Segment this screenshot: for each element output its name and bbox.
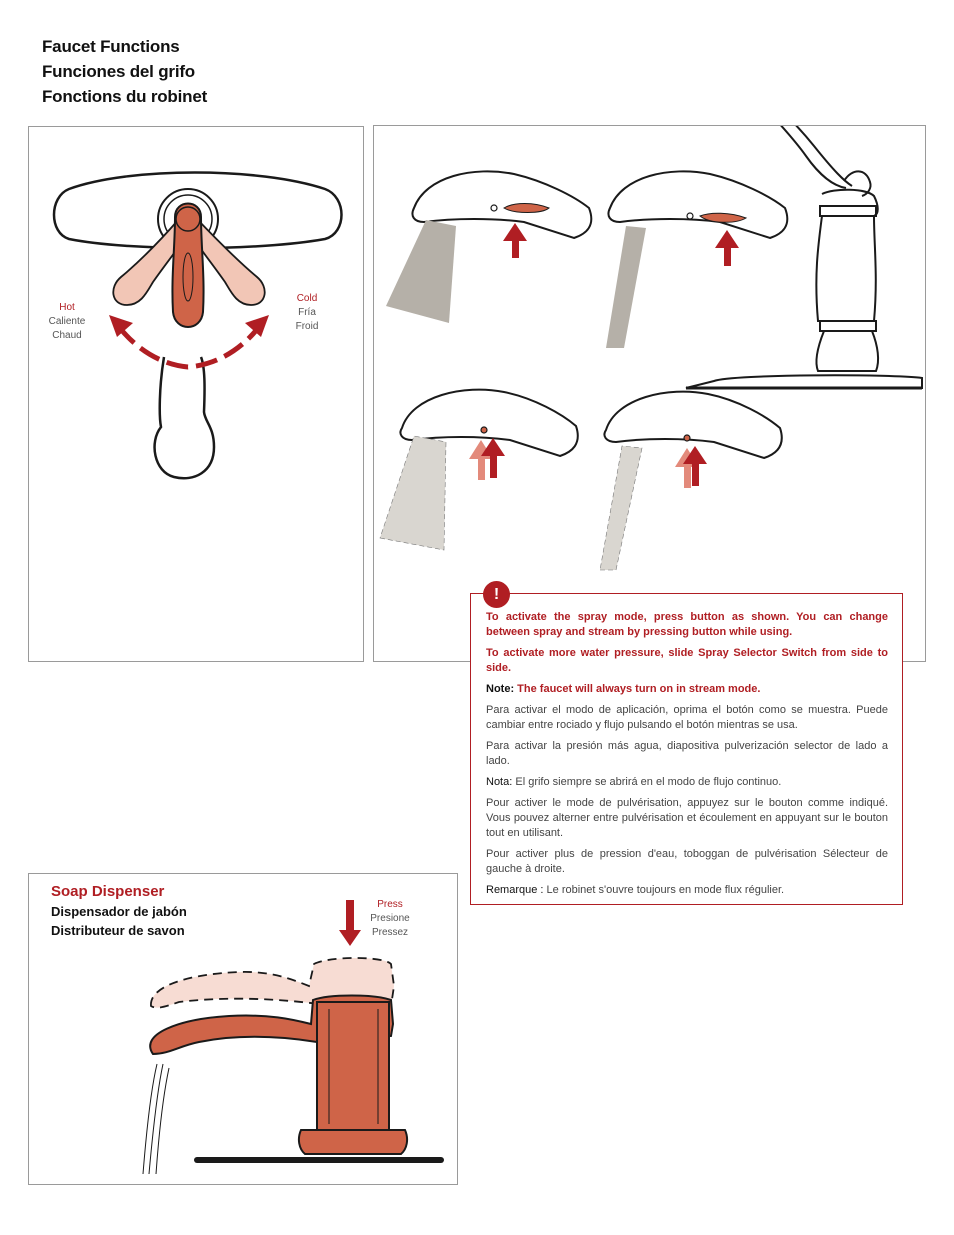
soap-title-es: Dispensador de jabón xyxy=(51,904,187,919)
spray-head-1 xyxy=(386,171,591,323)
hot-label-es: Caliente xyxy=(48,316,86,327)
press-label-es: Presione xyxy=(370,913,410,924)
warning-icon: ! xyxy=(483,581,510,608)
title-spanish: Funciones del grifo xyxy=(42,62,195,81)
spray-mode-panel xyxy=(373,125,926,662)
spray-instruction-en: To activate the spray mode, press button as shown. You can change between spray and stream by pressing button while using. xyxy=(486,611,888,638)
press-label-en: Press xyxy=(377,899,403,910)
arrow-down-icon xyxy=(339,900,361,946)
pressure-instruction-fr: Pour activer plus de pression d'eau, toboggan de pulvérisation Sélecteur de gauche à droite. xyxy=(486,848,888,875)
handle-illustration xyxy=(29,127,365,663)
hot-label-fr: Chaud xyxy=(52,330,82,341)
page-title-block xyxy=(42,34,207,109)
note-label-es: Nota: xyxy=(486,776,513,788)
soap-dispenser-illustration xyxy=(29,874,459,1186)
spray-instruction-es: Para activar el modo de aplicación, oprima el botón como se muestra. Puede cambiar entre rociado y flujo pulsando el botón mientras se usa. xyxy=(486,704,888,731)
cold-label-es: Fría xyxy=(298,307,316,318)
hot-label-en: Hot xyxy=(59,302,75,313)
spray-head-3 xyxy=(380,390,578,550)
note-text-en: The faucet will always turn on in stream mode. xyxy=(517,683,761,695)
note-label-en: Note: xyxy=(486,683,515,695)
pressure-instruction-en: To activate more water pressure, slide Spray Selector Switch from side to side. xyxy=(486,647,888,674)
faucet-side-view xyxy=(686,126,922,388)
spray-head-2 xyxy=(606,171,787,348)
soap-title: Soap Dispenser xyxy=(51,883,165,900)
note-en xyxy=(486,682,888,697)
spray-instructions-box xyxy=(470,586,903,905)
spray-instruction-fr: Pour activer le mode de pulvérisation, appuyez sur le bouton comme indiqué. Vous pouvez alterner entre pulvérisation et écoulement en appuyant sur le bouton tout en utilisant. xyxy=(486,797,888,839)
note-text-fr: Le robinet s'ouvre toujours en mode flux régulier. xyxy=(546,884,785,896)
cold-label xyxy=(287,292,327,334)
pressure-instruction-es: Para activar la presión más agua, diapositiva pulverización selector de lado a lado. xyxy=(486,740,888,767)
cold-label-en: Cold xyxy=(296,293,318,304)
note-es xyxy=(486,775,888,790)
press-label-fr: Pressez xyxy=(371,927,409,938)
soap-title-fr: Distributeur de savon xyxy=(51,923,185,938)
hot-label xyxy=(47,301,87,343)
spray-illustration xyxy=(374,126,927,663)
soap-pump xyxy=(150,996,441,1161)
note-fr xyxy=(486,883,888,898)
title-english: Faucet Functions xyxy=(42,37,180,56)
cold-label-fr: Froid xyxy=(295,321,319,332)
soap-dispenser-panel xyxy=(28,873,458,1185)
spray-head-4 xyxy=(600,392,782,570)
note-label-fr: Remarque : xyxy=(486,884,544,896)
note-text-es: El grifo siempre se abrirá en el modo de flujo continuo. xyxy=(515,776,782,788)
title-french: Fonctions du robinet xyxy=(42,87,208,106)
arrow-up-icon xyxy=(503,223,527,258)
handle-rotation-panel xyxy=(28,126,364,662)
